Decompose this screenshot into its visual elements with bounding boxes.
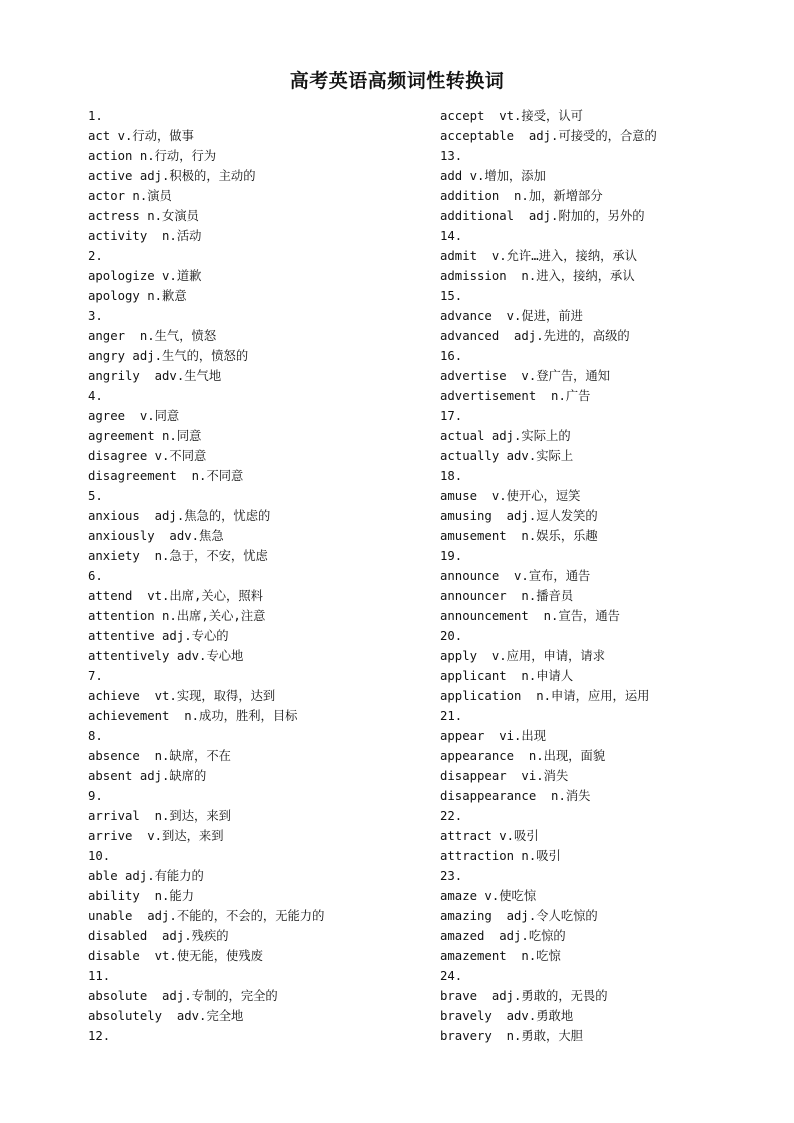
word-entry: disable vt.使无能，使残废 <box>88 949 263 963</box>
group-number: 6. <box>88 569 103 583</box>
word-entry: brave adj.勇敢的，无畏的 <box>440 989 608 1003</box>
word-entry: amusement n.娱乐，乐趣 <box>440 529 598 543</box>
group-number: 3. <box>88 309 103 323</box>
word-entry: unable adj.不能的，不会的，无能力的 <box>88 909 325 923</box>
word-entry: achieve vt.实现，取得，达到 <box>88 689 276 703</box>
group-number: 10. <box>88 849 111 863</box>
word-entry: addition n.加，新增部分 <box>440 189 603 203</box>
word-entry: action n.行动，行为 <box>88 149 217 163</box>
word-entry: ability n.能力 <box>88 889 195 903</box>
word-entry: active adj.积极的，主动的 <box>88 169 256 183</box>
word-entry: disappear vi.消失 <box>440 769 569 783</box>
group-number: 1. <box>88 109 103 123</box>
word-entry: attentive adj.专心的 <box>88 629 229 643</box>
word-entry: agree v.同意 <box>88 409 180 423</box>
word-entry: angry adj.生气的，愤怒的 <box>88 349 249 363</box>
word-entry: attract v.吸引 <box>440 829 539 843</box>
page-title: 高考英语高频词性转换词 <box>289 70 505 92</box>
word-entry: amazed adj.吃惊的 <box>440 929 566 943</box>
word-entry: attend vt.出席,关心，照料 <box>88 589 263 603</box>
word-entry: advertise v.登广告，通知 <box>440 369 611 383</box>
word-entry: apology n.歉意 <box>88 289 187 303</box>
word-entry: absolute adj.专制的，完全的 <box>88 989 278 1003</box>
word-entry: attentively adv.专心地 <box>88 649 244 663</box>
left-column <box>88 106 418 1046</box>
word-entry: disabled adj.残疾的 <box>88 929 229 943</box>
group-number: 19. <box>440 549 463 563</box>
word-entry: absolutely adv.完全地 <box>88 1009 244 1023</box>
word-entry: disagree v.不同意 <box>88 449 207 463</box>
group-number: 7. <box>88 669 103 683</box>
word-entry: admit v.允许…进入，接纳，承认 <box>440 249 638 263</box>
word-entry: act v.行动，做事 <box>88 129 194 143</box>
right-column <box>440 106 770 1046</box>
group-number: 2. <box>88 249 103 263</box>
word-entry: advance v.促进，前进 <box>440 309 583 323</box>
word-entry: announce v.宣布，通告 <box>440 569 591 583</box>
word-entry: attraction n.吸引 <box>440 849 561 863</box>
word-entry: disagreement n.不同意 <box>88 469 244 483</box>
word-entry: arrival n.到达，来到 <box>88 809 231 823</box>
group-number: 22. <box>440 809 463 823</box>
group-number: 17. <box>440 409 463 423</box>
word-entry: add v.增加，添加 <box>440 169 546 183</box>
word-entry: able adj.有能力的 <box>88 869 204 883</box>
word-entry: application n.申请，应用，运用 <box>440 689 650 703</box>
word-entry: amazing adj.令人吃惊的 <box>440 909 598 923</box>
word-entry: applicant n.申请人 <box>440 669 574 683</box>
word-entry: bravery n.勇敢，大胆 <box>440 1029 583 1043</box>
word-entry: amuse v.使开心，逗笑 <box>440 489 581 503</box>
word-entry: amazement n.吃惊 <box>440 949 561 963</box>
word-entry: activity n.活动 <box>88 229 202 243</box>
word-entry: actress n.女演员 <box>88 209 199 223</box>
word-entry: actual adj.实际上的 <box>440 429 571 443</box>
word-entry: advertisement n.广告 <box>440 389 591 403</box>
word-entry: apologize v.道歉 <box>88 269 202 283</box>
word-entry: achievement n.成功，胜利，目标 <box>88 709 298 723</box>
word-entry: actor n.演员 <box>88 189 172 203</box>
group-number: 24. <box>440 969 463 983</box>
word-entry: amaze v.使吃惊 <box>440 889 537 903</box>
word-entry: disappearance n.消失 <box>440 789 591 803</box>
word-entry: announcer n.播音员 <box>440 589 574 603</box>
word-entry: arrive v.到达，来到 <box>88 829 224 843</box>
group-number: 12. <box>88 1029 111 1043</box>
group-number: 9. <box>88 789 103 803</box>
word-entry: additional adj.附加的，另外的 <box>440 209 645 223</box>
word-entry: announcement n.宣告，通告 <box>440 609 620 623</box>
group-number: 13. <box>440 149 463 163</box>
word-entry: absent adj.缺席的 <box>88 769 207 783</box>
word-entry: admission n.进入，接纳，承认 <box>440 269 635 283</box>
group-number: 15. <box>440 289 463 303</box>
word-entry: anxiously adv.焦急 <box>88 529 224 543</box>
word-entry: anger n.生气，愤怒 <box>88 329 217 343</box>
word-entry: anxiety n.急于，不安，忧虑 <box>88 549 268 563</box>
word-entry: agreement n.同意 <box>88 429 202 443</box>
group-number: 8. <box>88 729 103 743</box>
group-number: 5. <box>88 489 103 503</box>
group-number: 21. <box>440 709 463 723</box>
word-entry: advanced adj.先进的，高级的 <box>440 329 630 343</box>
word-entry: attention n.出席,关心,注意 <box>88 609 266 623</box>
group-number: 4. <box>88 389 103 403</box>
word-entry: appear vi.出现 <box>440 729 547 743</box>
word-entry: appearance n.出现，面貌 <box>440 749 606 763</box>
word-entry: angrily adv.生气地 <box>88 369 222 383</box>
word-entry: anxious adj.焦急的，忧虑的 <box>88 509 271 523</box>
group-number: 18. <box>440 469 463 483</box>
word-entry: bravely adv.勇敢地 <box>440 1009 574 1023</box>
group-number: 16. <box>440 349 463 363</box>
group-number: 11. <box>88 969 111 983</box>
word-entry: amusing adj.逗人发笑的 <box>440 509 598 523</box>
word-entry: actually adv.实际上 <box>440 449 574 463</box>
word-entry: acceptable adj.可接受的，合意的 <box>440 129 657 143</box>
word-entry: apply v.应用，申请，请求 <box>440 649 606 663</box>
group-number: 20. <box>440 629 463 643</box>
group-number: 14. <box>440 229 463 243</box>
word-entry: absence n.缺席，不在 <box>88 749 231 763</box>
group-number: 23. <box>440 869 463 883</box>
word-entry: accept vt.接受，认可 <box>440 109 583 123</box>
